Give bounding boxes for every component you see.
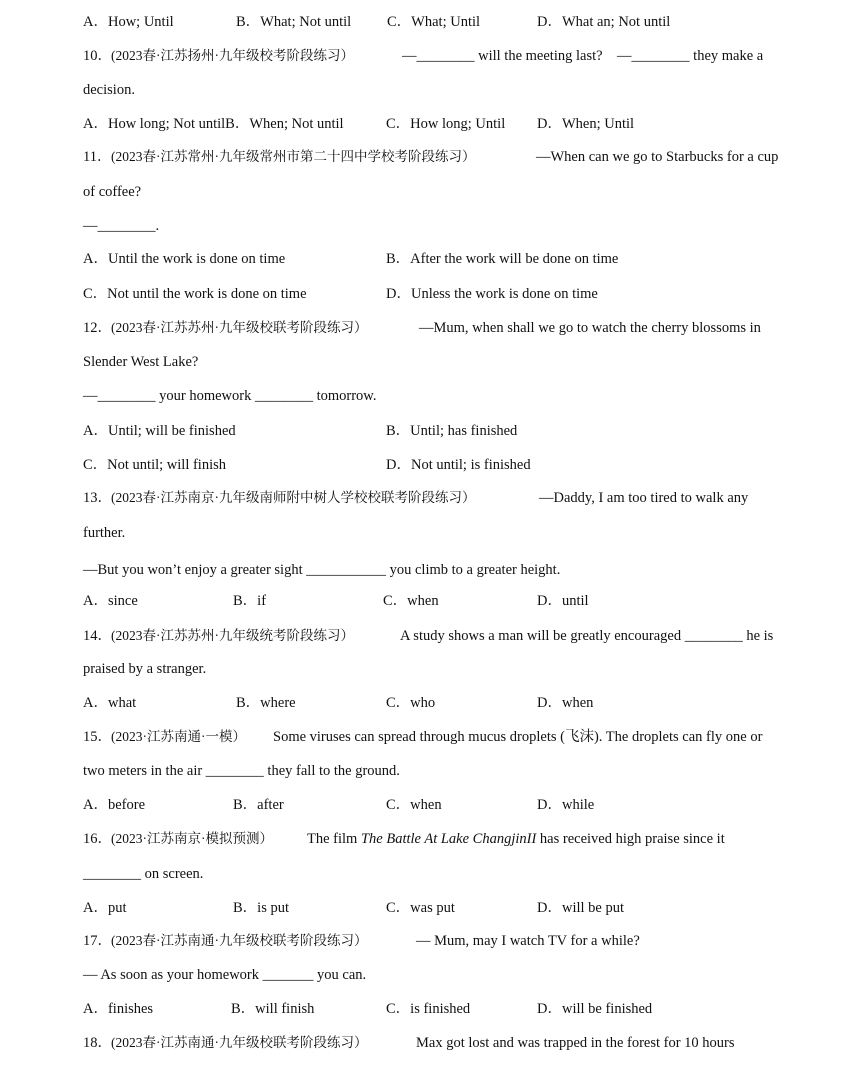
question-source: (2023春·江苏南通·九年级校联考阶段练习）	[111, 933, 368, 948]
question-11-stem-cont	[0, 181, 860, 203]
question-source: (2023春·江苏南京·九年级南师附中树人学校校联考阶段练习）	[111, 490, 476, 505]
question-15-stem	[0, 726, 860, 748]
question-17-stem-cont	[0, 964, 860, 986]
question-text: Some viruses can spread through mucus droplets (飞沫). The droplets can fly one or	[273, 729, 763, 745]
option-d: D．When; Until	[537, 116, 635, 132]
question-text: ________ on screen.	[83, 866, 204, 882]
question-13-stem-cont	[0, 522, 860, 544]
option-a: A．what	[83, 695, 137, 711]
option-d: D．until	[537, 593, 589, 609]
question-10-stem	[0, 45, 860, 67]
question-15-stem-cont	[0, 760, 860, 782]
question-text: —________ will the meeting last? —________ they make a	[402, 48, 764, 64]
option-c: C．when	[386, 797, 442, 813]
option-c: C．is finished	[386, 1001, 471, 1017]
option-c: C．was put	[386, 900, 455, 916]
question-12-options-row1	[0, 420, 860, 442]
option-b: B．After the work will be done on time	[386, 251, 619, 267]
question-12-options-row2	[0, 454, 860, 476]
option-a: A．put	[83, 900, 127, 916]
question-text: — As soon as your homework _______ you can.	[83, 967, 367, 983]
question-11-options-row1	[0, 248, 860, 270]
option-a: A．before	[83, 797, 146, 813]
question-12-stem	[0, 317, 860, 339]
option-d: D．while	[537, 797, 595, 813]
option-c: C．when	[383, 593, 439, 609]
question-text: —When can we go to Starbucks for a cup	[536, 149, 779, 165]
question-10-options	[0, 113, 860, 135]
question-source: (2023·江苏南京·模拟预测）	[111, 831, 273, 846]
question-text: —________.	[83, 218, 160, 234]
question-16-stem	[0, 828, 860, 850]
question-source: (2023·江苏南通·一模）	[111, 729, 246, 744]
question-source: (2023春·江苏苏州·九年级校联考阶段练习）	[111, 320, 368, 335]
question-text: —________ your homework ________ tomorrow.	[83, 388, 377, 404]
question-number: 11．	[83, 149, 112, 165]
question-text: of coffee?	[83, 184, 142, 200]
question-number: 18．	[83, 1035, 112, 1051]
option-c: C．Not until; will finish	[83, 457, 226, 473]
option-d: D．when	[537, 695, 594, 711]
question-11-answer-line	[0, 215, 860, 237]
question-number: 12．	[83, 320, 112, 336]
option-d: D．Unless the work is done on time	[386, 286, 598, 302]
question-14-stem-cont	[0, 658, 860, 680]
question-number: 15．	[83, 729, 112, 745]
question-13-answer-line	[0, 559, 860, 581]
question-text: — Mum, may I watch TV for a while?	[416, 933, 640, 949]
option-a: A．Until the work is done on time	[83, 251, 286, 267]
option-d: D．will be finished	[537, 1001, 653, 1017]
option-d: D．What an; Not until	[537, 14, 671, 30]
question-14-stem	[0, 625, 860, 647]
option-c: C．who	[386, 695, 436, 711]
question-number: 13．	[83, 490, 112, 506]
option-d: D．will be put	[537, 900, 624, 916]
question-text: two meters in the air ________ they fall to the ground.	[83, 763, 400, 779]
option-b: B．where	[236, 695, 296, 711]
option-a: A．finishes	[83, 1001, 154, 1017]
question-source: (2023春·江苏扬州·九年级校考阶段练习）	[111, 48, 354, 63]
option-b: B．Until; has finished	[386, 423, 518, 439]
question-source: (2023春·江苏南通·九年级校联考阶段练习）	[111, 1035, 368, 1050]
question-number: 14．	[83, 628, 112, 644]
question-12-stem-cont	[0, 351, 860, 373]
question-text: A study shows a man will be greatly encouraged ________ he is	[400, 628, 774, 644]
option-a: A．How; Until	[83, 14, 174, 30]
option-b: B．if	[233, 593, 267, 609]
question-text	[307, 828, 725, 850]
question-13-stem	[0, 487, 860, 509]
question-16-stem-cont	[0, 863, 860, 885]
question-number: 17．	[83, 933, 112, 949]
question-15-options	[0, 794, 860, 816]
question-9-options	[0, 11, 860, 33]
question-17-stem	[0, 930, 860, 952]
option-b: B．What; Not until	[236, 14, 352, 30]
question-10-stem-cont	[0, 79, 860, 101]
question-text-post: has received high praise since it	[536, 831, 725, 847]
option-c: C．What; Until	[387, 14, 481, 30]
question-16-options	[0, 897, 860, 919]
option-d: D．Not until; is finished	[386, 457, 531, 473]
option-b: B．is put	[233, 900, 289, 916]
question-13-options	[0, 590, 860, 612]
question-17-options	[0, 998, 860, 1020]
question-text: —Daddy, I am too tired to walk any	[539, 490, 749, 506]
question-text: Max got lost and was trapped in the forest for 10 hours	[416, 1035, 735, 1051]
question-12-answer-line	[0, 385, 860, 407]
option-b: B．after	[233, 797, 284, 813]
question-text-pre: The film	[307, 831, 361, 847]
question-source: (2023春·江苏苏州·九年级统考阶段练习）	[111, 628, 354, 643]
question-text: —Mum, when shall we go to watch the cherry blossoms in	[419, 320, 761, 336]
question-14-options	[0, 692, 860, 714]
option-a: A．since	[83, 593, 138, 609]
option-c: C．How long; Until	[386, 116, 506, 132]
question-text: further.	[83, 525, 126, 541]
option-a-b: A．How long; Not untilB．When; Not until	[83, 116, 344, 132]
question-number: 16．	[83, 831, 112, 847]
question-text: —But you won’t enjoy a greater sight ___________ you climb to a greater height.	[83, 562, 561, 578]
question-source: (2023春·江苏常州·九年级常州市第二十四中学校考阶段练习）	[111, 149, 476, 164]
question-text: praised by a stranger.	[83, 661, 207, 677]
question-text: Slender West Lake?	[83, 354, 199, 370]
question-11-stem	[0, 146, 860, 168]
option-b: B．will finish	[231, 1001, 315, 1017]
option-c: C．Not until the work is done on time	[83, 286, 307, 302]
option-a: A．Until; will be finished	[83, 423, 236, 439]
question-11-options-row2	[0, 283, 860, 305]
question-text: decision.	[83, 82, 135, 98]
question-number: 10．	[83, 48, 112, 64]
question-18-stem	[0, 1032, 860, 1054]
film-title: The Battle At Lake ChangjinII	[360, 831, 537, 847]
